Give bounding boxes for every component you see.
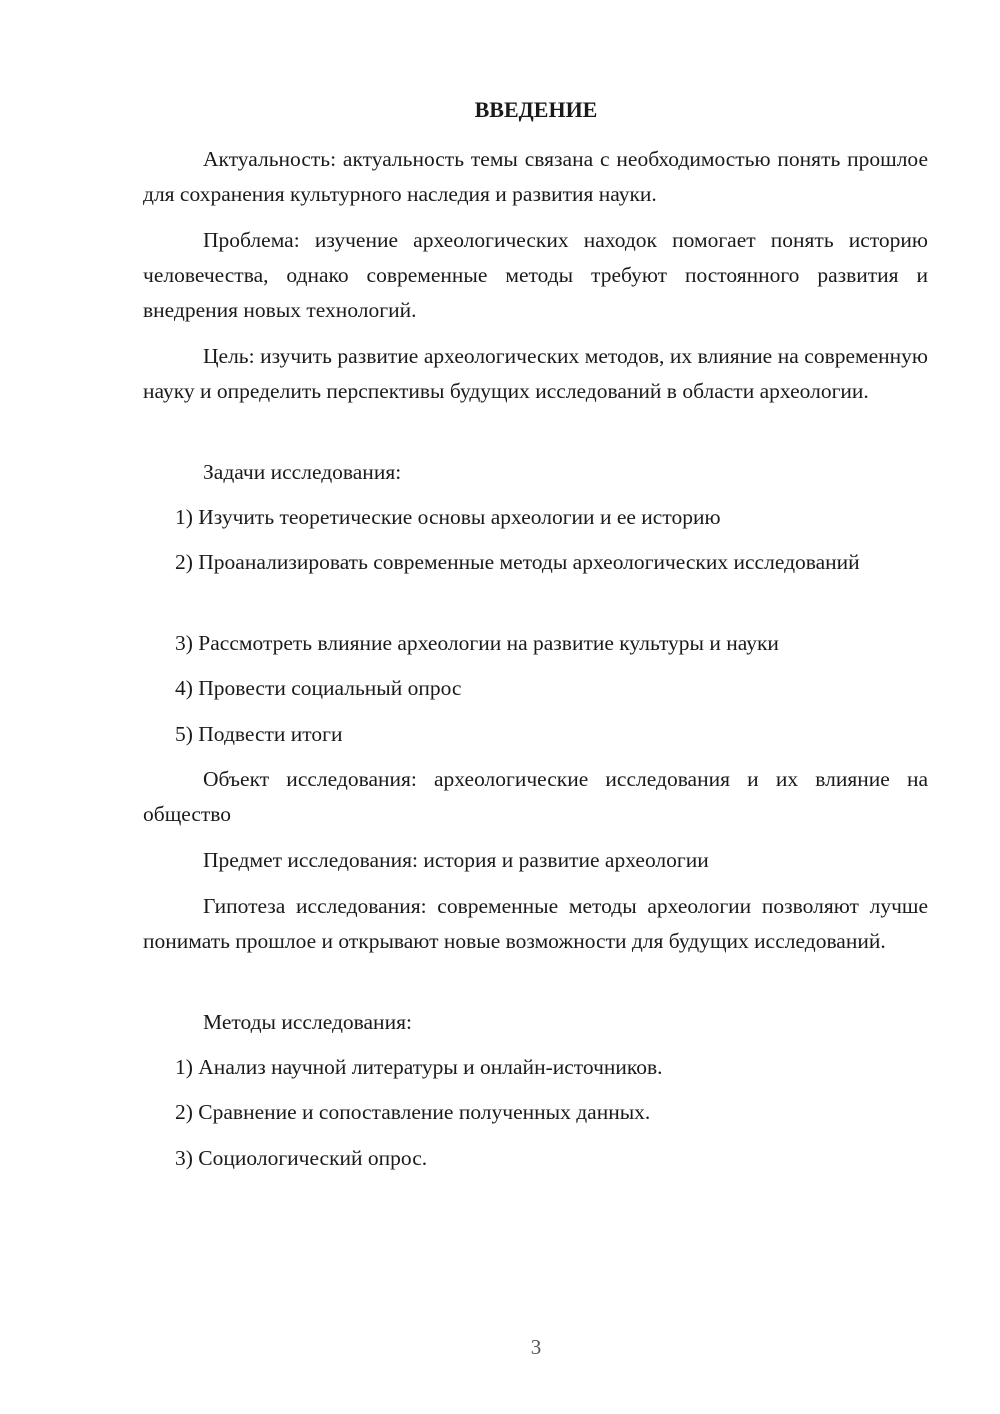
task-item: 2) Проанализировать современные методы археологических исследований <box>175 550 860 574</box>
paragraph-problem: Проблема: изучение археологических находок помогает понять историю человечества, однако современные методы требуют постоянного развития и внедрения новых технологий. <box>143 228 928 322</box>
paragraph-object: Объект исследования: археологические исследования и их влияние на общество <box>143 767 928 826</box>
task-item: 1) Изучить теоретические основы археологии и ее историю <box>175 505 721 529</box>
method-item: 2) Сравнение и сопоставление полученных данных. <box>175 1100 651 1124</box>
task-item: 4) Провести социальный опрос <box>175 676 462 700</box>
paragraph-relevance: Актуальность: актуальность темы связана с необходимостью понять прошлое для сохранения культурного наследия и развития науки. <box>143 147 928 206</box>
paragraph-hypothesis: Гипотеза исследования: современные методы археологии позволяют лучше понимать прошлое и открывают новые возможности для будущих исследований. <box>143 894 928 953</box>
page-number: 3 <box>530 1335 542 1359</box>
task-item: 3) Рассмотреть влияние археологии на развитие культуры и науки <box>175 631 779 655</box>
paragraph-goal: Цель: изучить развитие археологических методов, их влияние на современную науку и определить перспективы будущих исследований в области археологии. <box>143 344 928 403</box>
paragraph-subject: Предмет исследования: история и развитие археологии <box>203 848 709 872</box>
method-item: 3) Социологический опрос. <box>175 1146 428 1170</box>
method-item: 1) Анализ научной литературы и онлайн-источников. <box>175 1055 663 1079</box>
tasks-heading: Задачи исследования: <box>203 460 402 484</box>
task-item: 5) Подвести итоги <box>175 722 343 746</box>
methods-heading: Методы исследования: <box>203 1010 412 1034</box>
page-title: ВВЕДЕНИЕ <box>474 97 598 122</box>
